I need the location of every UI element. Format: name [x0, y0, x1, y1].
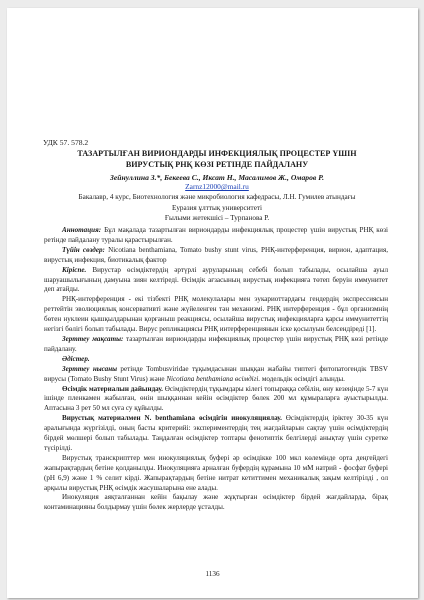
keywords-paragraph: [44, 246, 388, 266]
intro-label: Кіріспе.: [62, 265, 87, 274]
keywords-label: Түйін сөздер:: [62, 245, 105, 254]
growing-label: Өсімдік материалын дайындау.: [62, 384, 163, 393]
after-paragraph: Инокуляция аяқталғаннан кейін бақылау және жұқтырған өсімдіктер бірдей жағдайларда, бірақ контаминацияны болдырмау үшін бөлек жерлерде ұсталды.: [44, 493, 388, 512]
email-line: [47, 182, 387, 192]
abstract-label: Аннотация:: [62, 226, 102, 234]
title-line-2: ВИРУСТЫҚ РНҚ КӨЗІ РЕТІНДЕ ПАЙДАЛАНУ: [125, 160, 309, 169]
growing-text: Өсімдіктердің тұқымдары кілегі топыраққа себілін, өну кезеңінде 5-7 күн ішінде пленкамен жабылған, өнін шыққаннан кейін өсімдіктер бөлек 200 мл құмыраларға ауыстырылды. Аптасына 3 рет 50 мл суға су құйылды.: [44, 384, 388, 413]
affiliation-line-3: Ғылыми жетекшісі – Турпанова Р.: [164, 214, 270, 223]
aim-text: тазартылған вириондарды инфекциялық процестер үшін вирустық РНҚ көзі ретінде пайдалану.: [44, 334, 388, 353]
growing-paragraph: [44, 385, 388, 415]
methods-heading-paragraph: [44, 355, 388, 365]
article-body: [44, 226, 388, 513]
page-number: 1136: [205, 570, 220, 578]
udk-code: УДК 57. 578.2: [43, 138, 89, 147]
aim-paragraph: [44, 335, 388, 355]
title-line-1: ТАЗАРТЫЛҒАН ВИРИОНДАРДЫ ИНФЕКЦИЯЛЫҚ ПРОЦЕСТЕР ҮШІН: [77, 149, 357, 158]
object-italic: Nicotiana benthamiana өсімдігі.: [166, 374, 261, 383]
keywords-text: Nicotiana benthamiana, Tomato bushy stunt virus, РНҚ-интерференция, вирион, адаптация, вирустық инфекция, биотикалық фактор: [44, 245, 388, 264]
authors: Зейнуллина З.*, Бекеева С., Иксат Н., Масалимов Ж., Омаров Р.: [110, 173, 324, 182]
intro-paragraph: [44, 266, 388, 296]
transcript-paragraph: Вирустық транскрипттер мен инокуляциялық буфері әр өсімдікке 100 мкл көлемінде орта деңгейдегі жапырақтардың бетіне қолданылды. Инокуляцияға арналған буфердің құрамына 10 мМ натрий - фосфат буфері (pH 6,9) және 1 % селит кірді. Жапырақтардың бетіне нитрат кетиттимен механикалық зақым келтірілді , ол арқылы вирустық РНҚ өсімдік жасушаларына ене алады.: [44, 453, 388, 492]
inoculation-text: Өсімдіктердің іріктеу 30-35 күн аралығында жүргізілді, оның басты критерийі: экспериментердің тең жағдайларын сақтау үшін өсімдіктердің бірдей мөлшері болып табылады. Таңдалған өсімдіктер топтары фенотиптік белгілерді анықтау үшін суретке түсірілді.: [44, 414, 389, 452]
email-link[interactable]: Zarnz12000@mail.ru: [185, 182, 249, 191]
affiliation-line-1: Бакалавр, 4 курс, Биотехнология және микробиология кафедрасы, Л.Н. Гумилев атындағы: [78, 193, 356, 201]
abstract-paragraph: [44, 226, 388, 246]
object-text-1: ретінде Tombusviridae тұқымдасынан шыққан жабайы типтегі фитопатогендік TBSV вирусы (Tomato Bushy Stunt Virus) және: [44, 364, 388, 383]
methods-label: Әдістер.: [62, 354, 90, 363]
affiliation-line-2: Еуразия ұлттық университеті: [171, 203, 263, 212]
article-title: [47, 148, 387, 170]
inoculation-paragraph: [44, 414, 388, 454]
affiliation: [47, 192, 387, 224]
inoculation-label: Вирустық материалмен N. benthamiana өсімдігін инокуляциялау.: [62, 414, 282, 423]
document-page: [7, 8, 418, 598]
rnai-paragraph: РНҚ-интерференция - екі тізбекті РНҚ молекулалары мен эукариоттардағы гендердің экспрессиясын реттейтін эволюциялық консервативті және жүйеленген тән механизмі. РНҚ интерференция - бұл организмнің бөтен нуклеин қышқылдарынан қорғаныш реакциясы, осылайша вирустық инфекцияларға қарсы иммунитеттің негізгі бөлігі болып табылады. Вирус репликациясы РНҚ интерференциянын іске қосылуын белсендіреді [1].: [44, 295, 388, 334]
aim-label: Зерттеу мақсаты:: [62, 334, 124, 343]
object-text-2: модельдік өсімдігі алынды.: [260, 374, 345, 383]
intro-text: Вирустар өсімдіктердің әртүрлі ауруларының себебі болып табылады, осылайша ауыл шаруашылығының дамуына зиян келтіреді. Өсімдік ағзасының вирустық инфекцияға төтеп беруін иммунитет деп атайды.: [44, 265, 388, 294]
abstract-text: Бұл мақалада тазартылған вириондарды инфекциялық процестер үшін вирустық РНҚ көзі ретінде пайдалану туралы қарастырылған.: [44, 226, 388, 244]
object-paragraph: [44, 365, 388, 385]
object-label: Зерттеу нысаны: [62, 364, 118, 373]
